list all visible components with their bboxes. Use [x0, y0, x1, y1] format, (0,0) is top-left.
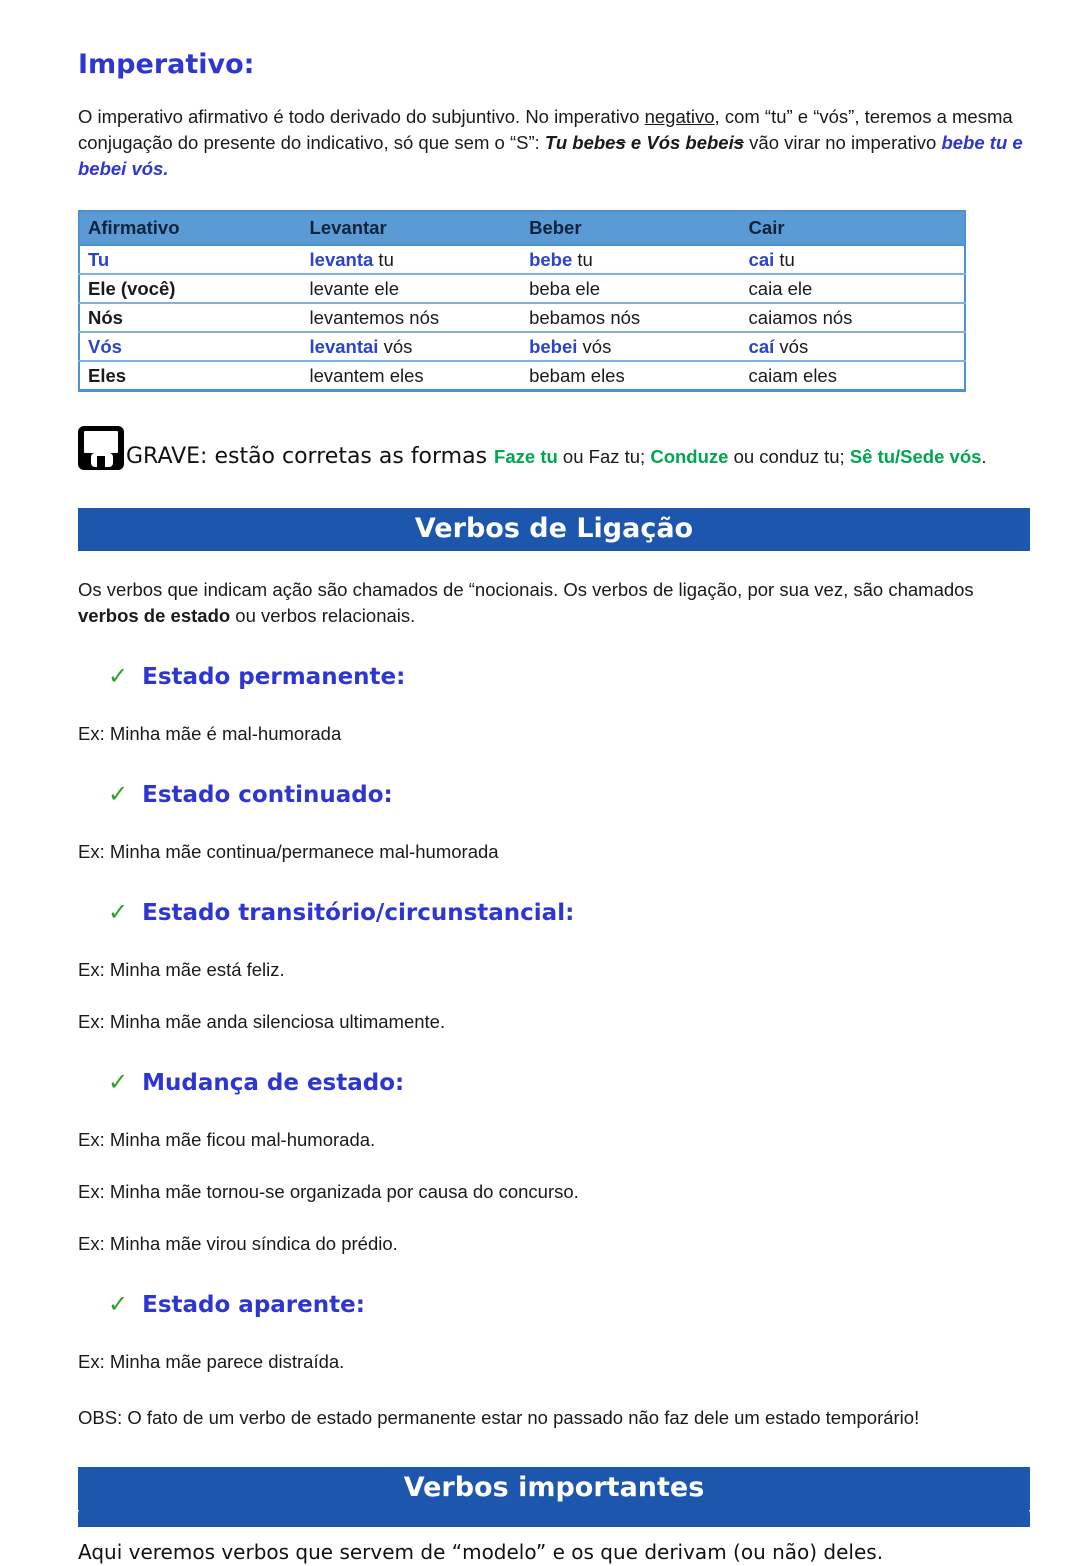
grave-period: .	[981, 446, 987, 467]
conjugation-rest: vós	[577, 335, 612, 357]
intro-struck-letter: s	[615, 132, 626, 153]
section-banner-verbos-importantes: Verbos importantes	[78, 1467, 1030, 1510]
conjugation-cell	[741, 274, 965, 303]
example-line: Ex: Minha mãe continua/permanece mal-humorada	[78, 841, 499, 862]
pronoun-cell: Nós	[79, 303, 302, 332]
intro-underlined-word: negativo	[644, 106, 715, 127]
obs-note: OBS: O fato de um verbo de estado permanente estar no passado não faz dele um estado temporário!	[78, 1407, 920, 1428]
checkmark-icon: ✓	[108, 1290, 129, 1318]
conjugation-accent: levantai	[309, 335, 379, 357]
conjugation-cell	[521, 332, 740, 361]
conjugation-cell	[302, 303, 522, 332]
column-header: Cair	[741, 211, 965, 245]
conjugation-accent: caí	[748, 335, 775, 357]
subsection-estado-permanente	[78, 661, 1030, 747]
pronoun-cell: Vós	[79, 332, 302, 361]
grave-lead: estão corretas as formas	[207, 444, 495, 469]
page-title: Imperativo:	[78, 49, 255, 80]
subsection-estado-continuado	[78, 779, 1030, 865]
grave-correct-form: Conduze	[650, 446, 729, 467]
subsection-heading	[78, 897, 1030, 931]
ligacao-bold-term: verbos de estado	[78, 605, 231, 626]
conjugation-accent: levanta	[309, 248, 374, 270]
intro-text: O imperativo afirmativo é todo derivado do subjuntivo. No imperativo	[78, 106, 645, 127]
table-row	[79, 303, 965, 332]
subsection-heading	[78, 1067, 1030, 1101]
conjugation-cell	[741, 361, 965, 391]
checkmark-icon: ✓	[108, 898, 129, 926]
conjugation-accent: bebei	[529, 335, 578, 357]
grave-alt-form: ou conduz tu;	[728, 446, 850, 467]
grave-correct-form: Faze tu	[494, 446, 558, 467]
pronoun-cell: Ele (você)	[79, 274, 302, 303]
conjugation-rest: bebamos nós	[529, 306, 641, 328]
example-line: Ex: Minha mãe virou síndica do prédio.	[78, 1233, 398, 1254]
conjugation-cell	[302, 332, 522, 361]
grave-label: GRAVE:	[126, 444, 208, 469]
conjugation-cell	[302, 245, 522, 274]
table-row	[79, 332, 965, 361]
conjugation-rest: tu	[774, 248, 795, 270]
cutoff-section-banner	[78, 1506, 1030, 1527]
conjugation-accent: cai	[748, 248, 775, 270]
example-line: Ex: Minha mãe é mal-humorada	[78, 723, 342, 744]
column-header: Beber	[521, 211, 740, 245]
conjugation-cell	[521, 303, 740, 332]
conjugation-rest: caiamos nós	[748, 306, 853, 328]
conjugation-cell	[521, 245, 740, 274]
table-row	[79, 245, 965, 274]
conjugation-cell	[741, 332, 965, 361]
subsection-mudanca-de-estado	[78, 1067, 1030, 1257]
table-row	[79, 361, 965, 391]
example-line: Ex: Minha mãe tornou-se organizada por causa do concurso.	[78, 1181, 579, 1202]
conjugation-rest: levantemos nós	[309, 306, 440, 328]
intro-example-verb: Tu bebe	[544, 132, 616, 153]
subsection-heading	[78, 1289, 1030, 1323]
intro-text: vão virar no imperativo	[744, 132, 942, 153]
subsection-heading	[78, 661, 1030, 695]
example-line: Ex: Minha mãe anda silenciosa ultimamente.	[78, 1011, 446, 1032]
column-header: Levantar	[302, 211, 522, 245]
conjugation-cell	[302, 274, 522, 303]
subsection-title: Estado continuado:	[142, 782, 393, 808]
conjugation-cell	[521, 274, 740, 303]
table-header-row	[79, 211, 965, 245]
example-line: Ex: Minha mãe ficou mal-humorada.	[78, 1129, 376, 1150]
subsection-title: Mudança de estado:	[142, 1070, 405, 1096]
column-header: Afirmativo	[79, 211, 302, 245]
conjugation-rest: tu	[373, 248, 394, 270]
intro-imperative-forms: bebe tu e bebei vós.	[78, 132, 1023, 179]
checkmark-icon: ✓	[108, 1068, 129, 1096]
example-line: Ex: Minha mãe está feliz.	[78, 959, 285, 980]
ligacao-text: Os verbos que indicam ação são chamados de “nocionais. Os verbos de ligação, por sua vez, são chamados	[78, 579, 974, 600]
conjugation-table	[78, 210, 966, 392]
intro-example-verb: e Vós bebei	[625, 132, 734, 153]
subsection-estado-transitorio	[78, 897, 1030, 1035]
intro-struck-letter: s	[733, 132, 745, 153]
section-banner-verbos-de-ligacao: Verbos de Ligação	[78, 508, 1030, 551]
closing-paragraph: Aqui veremos verbos que servem de “modelo” e os que derivam (ou não) deles.	[78, 1540, 884, 1564]
subsection-title: Estado permanente:	[142, 664, 406, 690]
conjugation-rest: beba ele	[529, 277, 601, 299]
conjugation-rest: vós	[378, 335, 413, 357]
conjugation-rest: levantem eles	[309, 364, 424, 386]
subsection-title: Estado transitório/circunstancial:	[142, 900, 575, 926]
grave-alt-form: ou Faz tu;	[557, 446, 651, 467]
example-line: Ex: Minha mãe parece distraída.	[78, 1351, 345, 1372]
grave-note-text	[126, 444, 987, 470]
intro-paragraph	[78, 104, 1030, 182]
ligacao-paragraph	[78, 577, 1030, 629]
conjugation-rest: tu	[572, 248, 593, 270]
subsection-title: Estado aparente:	[142, 1292, 365, 1318]
checkmark-icon: ✓	[108, 662, 129, 690]
conjugation-rest: vós	[774, 335, 809, 357]
conjugation-rest: caiam eles	[748, 364, 837, 386]
conjugation-accent: bebe	[529, 248, 573, 270]
grave-correct-form: Sê tu/Sede vós	[849, 446, 982, 467]
conjugation-cell	[741, 245, 965, 274]
table-row	[79, 274, 965, 303]
pronoun-cell: Eles	[79, 361, 302, 391]
subsection-heading	[78, 779, 1030, 813]
conjugation-cell	[521, 361, 740, 391]
pronoun-cell: Tu	[79, 245, 302, 274]
conjugation-rest: caia ele	[748, 277, 813, 299]
intro-text: , com “tu” e “vós”, teremos a mesma conjugação do presente do indicativo, só que sem o “S”:	[78, 106, 1013, 153]
ligacao-text: ou verbos relacionais.	[230, 605, 416, 626]
save-floppy-icon	[78, 426, 124, 470]
conjugation-rest: bebam eles	[529, 364, 625, 386]
subsection-estado-aparente	[78, 1289, 1030, 1375]
checkmark-icon: ✓	[108, 780, 129, 808]
conjugation-cell	[302, 361, 522, 391]
conjugation-rest: levante ele	[309, 277, 400, 299]
conjugation-cell	[741, 303, 965, 332]
grave-note	[78, 426, 1030, 470]
